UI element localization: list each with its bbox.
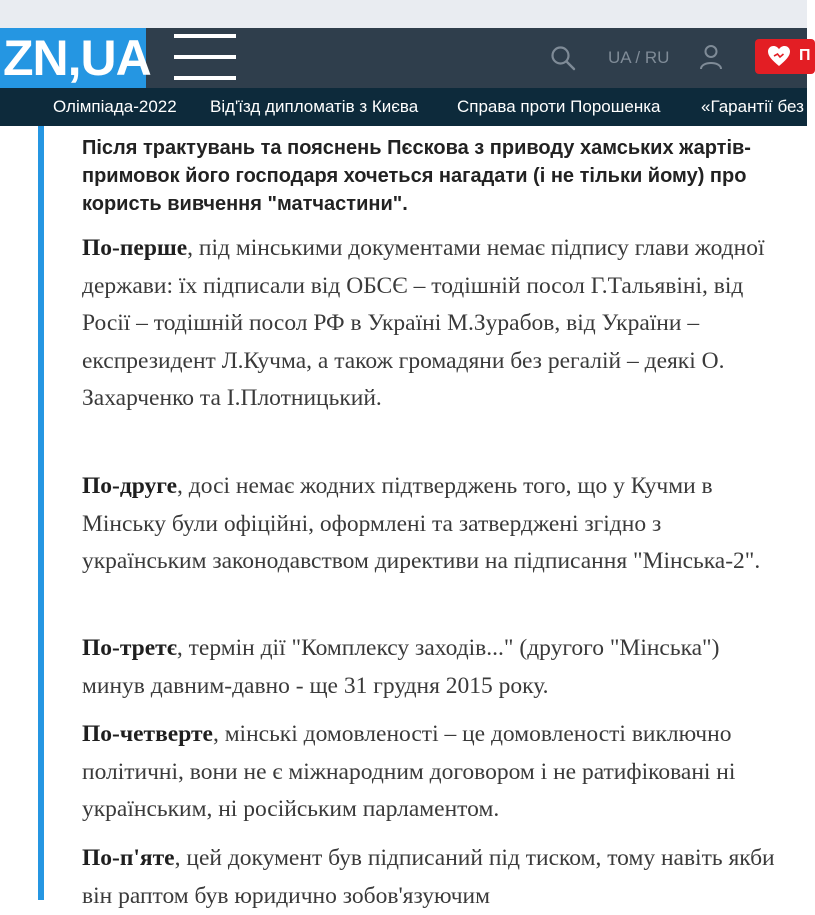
support-button[interactable]: [755, 39, 815, 74]
site-header: [0, 28, 811, 88]
paragraph-text: , мінські домовленості – це домовленості виключно політичні, вони не є міжнародним договором і не ратифіковані ні українським, ні російським парламентом.: [82, 721, 736, 822]
menu-icon[interactable]: [174, 34, 236, 82]
article-paragraph: [82, 840, 782, 915]
paragraph-heading: По-перше: [82, 235, 188, 261]
paragraph-heading: По-третє: [82, 635, 177, 661]
nav-item-poroshenko[interactable]: Справа проти Порошенка: [457, 97, 661, 116]
article-lead: Після трактувань та пояснень Пєскова з приводу хамських жартів-примовок його господаря хочеться нагадати (і не тільки йому) про користь вивчення "матчастини".: [82, 137, 751, 215]
search-icon[interactable]: [550, 45, 576, 71]
paragraph-heading: По-друге: [82, 473, 178, 499]
paragraph-text: , термін дії "Комплексу заходів..." (другого "Мінська") минув давним-давно - ще 31 грудня 2015 року.: [82, 635, 720, 699]
paragraph-text: , під мінськими документами немає підпису глави жодної держави: їх підписали від ОБСЄ – тодішній посол Г.Тальявіні, від Росії – тодішній посол РФ в Україні М.Зурабов, від України – експрезидент Л.Кучма, а також громадяни без регалій – деякі О. Захарченко та І.Плотницький.: [82, 235, 765, 411]
language-switch[interactable]: UA / RU: [608, 48, 670, 67]
user-icon[interactable]: [699, 44, 723, 70]
article-paragraph: [82, 230, 782, 418]
article-body: [0, 126, 807, 909]
nav-item-olympics[interactable]: Олімпіада-2022: [53, 97, 177, 116]
heart-icon: [767, 45, 791, 67]
article-paragraph: [82, 716, 782, 829]
paragraph-text: , досі немає жодних підтверджень того, що у Кучми в Мінську були офіційні, оформлені та затверджені згідно з українським законодавством директиви на підписання "Мінська-2".: [82, 473, 761, 574]
support-label: П: [799, 47, 811, 64]
paragraph-text: , цей документ був підписаний під тиском, тому навіть якби він раптом був юридично зобов'язуючим: [82, 845, 775, 909]
quote-bar: [38, 126, 44, 900]
paragraph-heading: По-четверте: [82, 721, 213, 747]
article-paragraph: [82, 630, 782, 705]
nav-item-guarantees[interactable]: «Гарантії без: [701, 97, 804, 116]
status-bar: [0, 0, 807, 28]
site-logo[interactable]: ZN,UA: [0, 28, 146, 88]
paragraph-heading: По-п'яте: [82, 845, 175, 871]
nav-item-diplomats[interactable]: Від'їзд дипломатів з Києва: [210, 97, 419, 116]
topic-nav: [0, 88, 807, 126]
article-paragraph: [82, 468, 782, 581]
